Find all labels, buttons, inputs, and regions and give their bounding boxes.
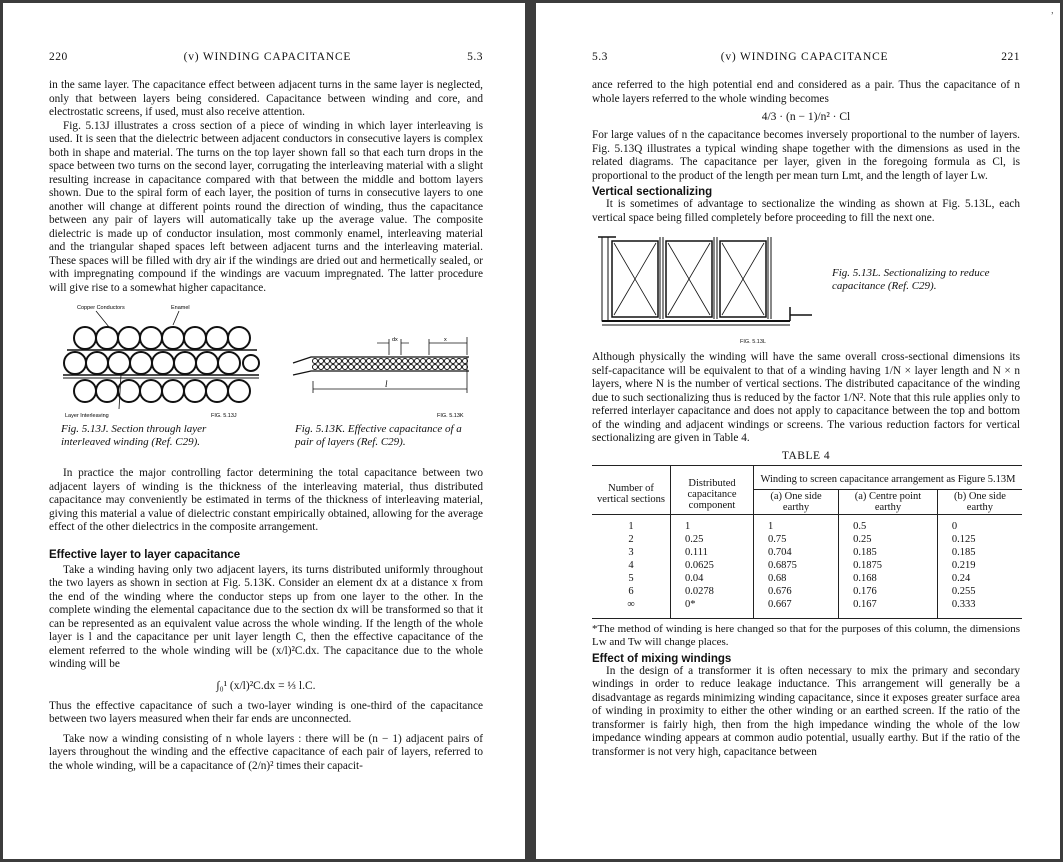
- left-para-5: Thus the effective capacitance of such a two-layer winding is one-third of the capacitance between two layers measured when their far ends are unconnected.: [49, 699, 483, 725]
- right-para-1: ance referred to the high potential end and considered as a pair. Thus the capacitance of n whole layers referred to the whole winding becomes: [592, 79, 1020, 105]
- table-subheader-a1: (a) One side earthy: [754, 489, 839, 514]
- right-para-5: In the design of a transformer it is often necessary to mix the primary and secondary windings in order to reduce leakage inductance. This arrangement will generally be a disadvantage as regards minimizing winding capacitance, since it exposes greater surface area of winding in proximity to either the other winding or an earthed screen. If the ratio of the transformer is fairly high, then from the high impedance winding the whole of the low impedance winding appears at common audio potential, usually earthy. But if the ratio of the transformer is not very high, capacitance between: [592, 664, 1020, 758]
- fig-5-13k-drawing: [289, 301, 489, 421]
- right-header-title: (v) WINDING CAPACITANCE: [720, 51, 889, 63]
- fig-5-13k-caption: Fig. 5.13K. Effective capacitance of a pair of layers (Ref. C29).: [295, 423, 462, 448]
- table-row: [592, 533, 1022, 546]
- fig-j-label-enamel: Enamel: [171, 305, 190, 311]
- equation-integral: ∫₀¹ (x/l)²C.dx = ⅓ l.C.: [216, 679, 316, 692]
- right-para-3: It is sometimes of advantage to sectionalize the winding as shown at Fig. 5.13L, each vertical space being filled completely before proceeding to fill the next one.: [592, 198, 1020, 224]
- figure-row-j-k: [49, 301, 483, 451]
- table-cell: 0.04: [671, 572, 754, 585]
- table-cell: 1: [671, 514, 754, 533]
- left-running-head: [49, 51, 483, 63]
- table-cell: 2: [628, 533, 634, 545]
- table-row: [592, 585, 1022, 598]
- table-cell: 1: [754, 514, 839, 533]
- table-cell: 5: [628, 572, 634, 584]
- fig-5-13l-caption: Fig. 5.13L. Sectionalizing to reduce capacitance (Ref. C29).: [832, 267, 990, 292]
- corner-mark: ’: [1050, 11, 1054, 22]
- fig-k-label-l: l: [385, 379, 388, 389]
- table-4-title: TABLE 4: [781, 449, 831, 462]
- table-cell: 0.219: [937, 559, 1022, 572]
- table-cell: 0.1875: [839, 559, 938, 572]
- fig-5-13j-drawing: [61, 301, 261, 421]
- right-para-4: Although physically the winding will have the same overall cross-sectional dimensions its self-capacitance will be equivalent to that of a winding having 1/N × layer length and N × n layers, where N is the number of vertical sections. The distributed capacitance of the winding due to such sectionalizing thus is reduced by the factor 1/N². Note that this rule applies only to referred interlayer capacitance and does not apply to capacitance between the top and bottom of the winding and adjacent windings or screens. The various reduction factors for vertical sectionalizing are given in Table 4.: [592, 351, 1020, 444]
- table-cell: 0.75: [754, 533, 839, 546]
- table-cell: ∞: [592, 598, 671, 619]
- table-cell: 0.125: [937, 533, 1022, 546]
- figure-row-l: [592, 233, 1020, 351]
- fig-5-13l-drawing: [594, 233, 814, 333]
- left-para-4: Take a winding having only two adjacent layers, its turns distributed uniformly throughout the two layers as shown in section at Fig. 5.13K. Consider an element dx at a distance x from the end of the winding where the conductor steps up from one layer to the other. In the complete winding the elemental capacitance due to the section dx will be transformed so that it can be represented as an equivalent value across the whole winding. If the length of the whole layer is l and the capacitance per unit layer length C, then the effective capacitance of the element referred to the whole winding will be (x/l)²C.dx. The capacitance due to the whole winding will be: [49, 563, 483, 670]
- table-cell: 0.25: [839, 533, 938, 546]
- table-cell: 0.167: [839, 598, 938, 619]
- fig-j-label-layer: Layer Interleaving: [65, 413, 109, 419]
- table-cell: 0.185: [937, 546, 1022, 559]
- left-para-1: in the same layer. The capacitance effect between adjacent turns in the same layer is neglected, only that between layers being considered. Capacitance between winding and core, and electrostatic screens, if used, must also receive attention.: [49, 79, 483, 118]
- table-subheader-b: (b) One side earthy: [937, 489, 1022, 514]
- right-running-head: [592, 51, 1020, 63]
- table-cell: 0.6875: [754, 559, 839, 572]
- table-row: [592, 572, 1022, 585]
- table-4: [592, 465, 1022, 619]
- table-header-group: Winding to screen capacitance arrangement as Figure 5.13M: [754, 465, 1023, 489]
- table-footnote: *The method of winding is here changed so that for the purposes of this column, the dimensions Lw and Tw will change places.: [592, 622, 1020, 648]
- fig-j-label-fig: FIG. 5.13J: [211, 413, 237, 419]
- fig-k-label-fig: FIG. 5.13K: [437, 413, 464, 419]
- fig-k-label-x: x: [444, 337, 447, 343]
- table-cell: 0.111: [671, 546, 754, 559]
- table-cell: 0: [937, 514, 1022, 533]
- table-cell: 0.704: [754, 546, 839, 559]
- table-cell: 0.176: [839, 585, 938, 598]
- fig-5-13j-caption: Fig. 5.13J. Section through layer interleaved winding (Ref. C29).: [61, 423, 207, 448]
- table-cell: 0.255: [937, 585, 1022, 598]
- table-row: [592, 598, 1022, 619]
- fig-l-label: FIG. 5.13L: [740, 339, 766, 345]
- table-header-number: Number of vertical sections: [592, 465, 671, 514]
- table-row: [592, 514, 1022, 533]
- table-cell: 0*: [671, 598, 754, 619]
- heading-effective-layer: Effective layer to layer capacitance: [49, 548, 241, 561]
- left-para-3: In practice the major controlling factor determining the total capacitance between two adjacent layers of winding is the thickness of the interleaving material, thus distributed capacitance may conveniently be estimated in terms of the thickness of interleaving material, giving this material a value of dielectric constant empirically obtained, allowing for the average effect of the other dielectrics in the composite arrangement.: [49, 467, 483, 533]
- right-section-number: 5.3: [592, 51, 608, 63]
- left-para-2: Fig. 5.13J illustrates a cross section of a piece of winding in which layer interleaving is used. It is seen that the dielectric between adjacent conductors in consecutive layers is complex both in shape and material. The turns on the top layer shown fall so that each turn drops in the space between two turns on the second layer, corrugating the interleaving material with a slight resulting increase in capacitance compared with that between the middle and bottom layers shown. Due to the spiral form of each layer, the position of turns in consecutive layers to one another will change at different points round the direction of winding, thus the capacitance between any pair of layers will automatically take up the average value. The composite dielectric is made up of conductor insulation, most commonly enamel, interleaving material and the triangular shaped spaces left between adjacent turns and the interleaving material. These spaces will be filled with dry air if the windings are dried out and hermetically sealed, or with impregnating compound if the windings are vacuum impregnated. The latter procedure will give rise to a somewhat higher capacitance.: [49, 119, 483, 294]
- table-subheader-a2: (a) Centre point earthy: [839, 489, 938, 514]
- table-header-distributed: Distributed capacitance component: [671, 465, 754, 514]
- table-cell: 1: [628, 520, 634, 532]
- right-para-2: For large values of n the capacitance becomes inversely proportional to the number of layers. Fig. 5.13Q illustrates a typical winding shape together with the dimensions as used in the related diagrams. The capacitance per layer, given in the foregoing formula as Cl, is proportional to the product of the length per mean turn Lmt, and the length of layer Lw.: [592, 129, 1020, 182]
- table-cell: 0.185: [839, 546, 938, 559]
- table-cell: 0.168: [839, 572, 938, 585]
- fig-j-label-copper: Copper Conductors: [77, 305, 125, 311]
- table-row: [592, 559, 1022, 572]
- table-row: [592, 546, 1022, 559]
- table-cell: 0.667: [754, 598, 839, 619]
- left-header-title: (v) WINDING CAPACITANCE: [183, 51, 352, 63]
- fig-k-label-dx: dx: [392, 337, 398, 343]
- left-page-number: 220: [49, 51, 68, 63]
- table-cell: 0.68: [754, 572, 839, 585]
- table-cell: 3: [628, 546, 634, 558]
- table-cell: 0.0625: [671, 559, 754, 572]
- table-cell: 0.676: [754, 585, 839, 598]
- table-cell: 6: [628, 585, 634, 597]
- table-cell: 0.5: [839, 514, 938, 533]
- equation-layers: 4/3 · (n − 1)/n² · Cl: [761, 111, 851, 123]
- left-para-6: Take now a winding consisting of n whole layers : there will be (n − 1) adjacent pairs of layers throughout the winding and the effective capacitance of each pair of layers, referred to the whole winding, will be a capacitance of (2/n)² times their capacit-: [49, 732, 483, 772]
- heading-vertical-sectionalizing: Vertical sectionalizing: [592, 186, 713, 198]
- table-cell: 4: [628, 559, 634, 571]
- left-section-number: 5.3: [467, 51, 483, 63]
- table-cell: 0.333: [937, 598, 1022, 619]
- heading-mixing-windings: Effect of mixing windings: [592, 652, 732, 665]
- table-cell: 0.25: [671, 533, 754, 546]
- table-cell: 0.0278: [671, 585, 754, 598]
- table-cell: 0.24: [937, 572, 1022, 585]
- left-page: [3, 3, 525, 859]
- right-page: [536, 3, 1060, 859]
- right-page-number: 221: [1001, 51, 1020, 63]
